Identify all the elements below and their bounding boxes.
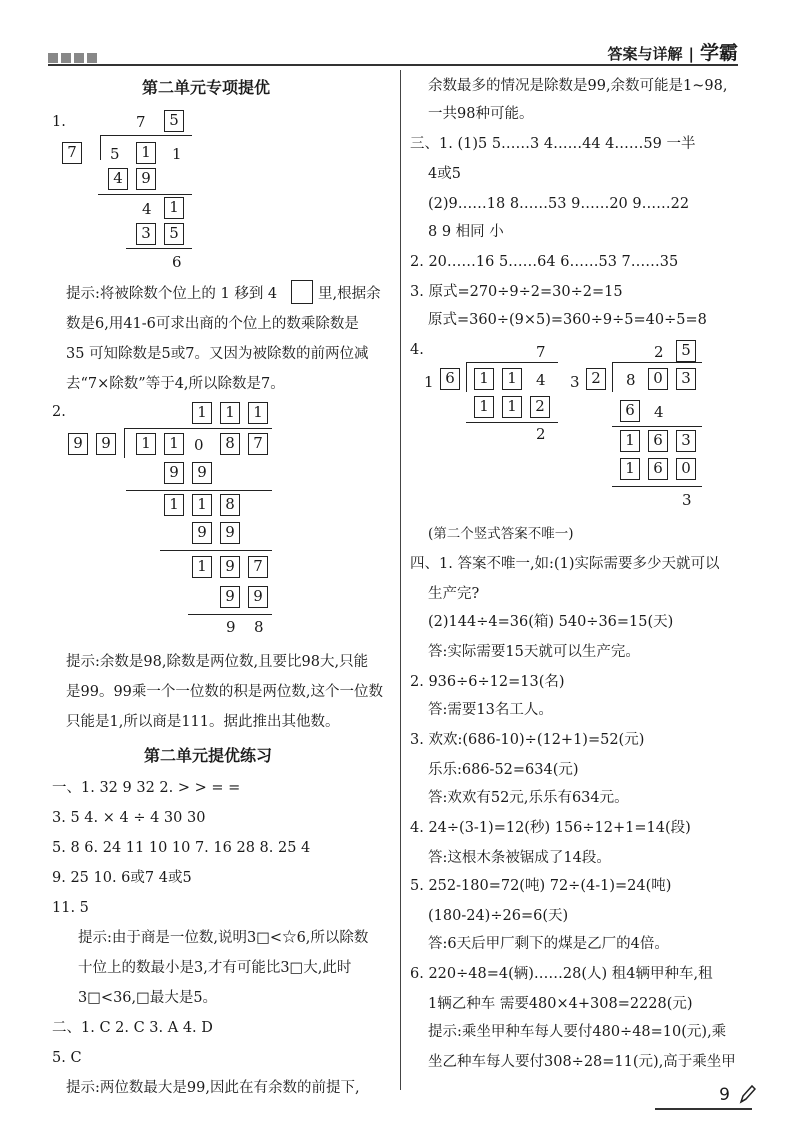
q4b-box: 0 [676,458,696,480]
q1-rule [126,248,192,249]
q1-box: 5 [164,110,184,132]
answer-line: 5. C [52,1050,82,1066]
q2-box: 9 [192,522,212,544]
q4b-box: 6 [620,400,640,422]
hint-blank-box [291,280,313,304]
q4a-digit: 2 [536,425,546,443]
answer-line: 余数最多的情况是除数是99,余数可能是1~98, [428,78,728,94]
page-number: 9 [719,1085,730,1105]
q4a-bracket-top [466,362,558,363]
q1-rule [98,194,192,195]
q2-hint-line: 只能是1,所以商是111。据此推出其他数。 [66,714,340,730]
q1-digit: 4 [142,200,152,218]
q2-box: 9 [248,586,268,608]
footer-rule [655,1108,752,1110]
answer-line: 11. 5 [52,900,89,916]
answer-line: 3. 欢欢:(686-10)÷(12+1)=52(元) [410,732,645,748]
q2-box: 9 [220,522,240,544]
q4b-box: 1 [620,458,640,480]
q2-box: 9 [192,462,212,484]
q2-box: 9 [220,586,240,608]
q2-box: 1 [192,556,212,578]
q1-bracket-side [100,135,101,160]
q2-box: 1 [192,494,212,516]
q2-box: 9 [164,462,184,484]
answer-line: (2)9……18 8……53 9……20 9……22 [428,196,690,212]
answer-line: 4或5 [428,166,461,182]
q1-digit: 6 [172,253,182,271]
q2-box: 1 [192,402,212,424]
q2-number: 2. [52,404,66,420]
q11-hint-line: 3□<36,□最大是5。 [78,990,218,1006]
answer-line: 乐乐:686-52=634(元) [428,762,579,778]
answer-line: 9. 25 10. 6或7 4或5 [52,870,192,886]
q1-hint-line: 去“7×除数”等于4,所以除数是7。 [66,376,285,392]
hint-line: 提示:乘坐甲种车每人要付480÷48=10(元),乘 [428,1024,727,1040]
section-title-2: 第二单元提优练习 [144,746,273,765]
q2-box: 7 [248,556,268,578]
q2-hint-line: 是99。99乘一个一位数的积是两位数,这个一位数 [66,684,384,700]
q2-rule [160,550,272,551]
answer-line: 答:6天后甲厂剩下的煤是乙厂的4倍。 [428,936,669,952]
q4b-box: 6 [648,430,668,452]
q4a-bracket-side [466,362,467,392]
q1-bracket-top [100,135,192,136]
q2-box: 1 [248,402,268,424]
q2-box: 1 [220,402,240,424]
q2-digit: 8 [254,618,264,636]
q4-number: 4. [410,342,424,358]
q1-number: 1. [52,114,66,130]
q1-hint-line: 35 可知除数是5或7。又因为被除数的前两位减 [66,346,369,362]
page-header [0,22,800,62]
q4b-box: 2 [586,368,606,390]
q4a-digit: 1 [424,373,434,391]
q1-box: 7 [62,142,82,164]
answer-line: (180-24)÷26=6(天) [428,908,569,924]
q11-hint-line: 十位上的数最小是3,才有可能比3□大,此时 [78,960,352,976]
q4a-digit: 4 [536,371,546,389]
q2-box: 8 [220,433,240,455]
q1-digit: 5 [110,145,120,163]
q4b-bracket-top [612,362,702,363]
q4b-box: 1 [620,430,640,452]
q2-box: 7 [248,433,268,455]
q1-hint-line: 提示:将被除数个位上的 1 移到 4 [66,286,278,302]
q4b-bracket-side [612,362,613,392]
q1-box: 1 [136,142,156,164]
q1-box: 9 [136,168,156,190]
answer-line: 2. 936÷6÷12=13(名) [410,674,565,690]
header-title: 答案与详解 [607,45,683,63]
answer-line: 5. 8 6. 24 11 10 10 7. 16 28 8. 25 4 [52,840,311,856]
answer-line: 答:这根木条被锯成了14段。 [428,850,611,866]
answer-line: 1辆乙种车 需要480×4+308=2228(元) [428,996,693,1012]
q4b-rule [612,486,702,487]
q4a-box: 1 [474,368,494,390]
q2-box: 9 [68,433,88,455]
q2-bracket-top [124,428,272,429]
q2-digit: 9 [226,618,236,636]
q1-box: 1 [164,197,184,219]
q2-box: 1 [136,433,156,455]
q4b-rule [612,426,702,427]
q2-hint-line: 提示:余数是98,除数是两位数,且要比98大,只能 [66,654,369,670]
q2-box: 1 [164,494,184,516]
q2-rule [188,614,272,615]
q4b-box: 3 [676,430,696,452]
answer-line: 答:需要13名工人。 [428,702,553,718]
q1-box: 3 [136,223,156,245]
q2-box: 9 [96,433,116,455]
answer-line: 3. 原式=270÷9÷2=30÷2=15 [410,284,623,300]
q1-hint-line: 里,根据余 [318,286,381,302]
q4b-digit: 2 [654,343,664,361]
header-right: 答案与详解 | 学霸 [607,42,738,64]
q4a-box: 1 [502,368,522,390]
q4a-box: 6 [440,368,460,390]
q1-hint-line: 数是6,用41-6可求出商的个位上的数乘除数是 [66,316,359,332]
header-brand: 学霸 [699,42,738,64]
q4b-box: 5 [676,340,696,362]
answer-line: 一共98种可能。 [428,106,534,122]
q4b-box: 0 [648,368,668,390]
answer-line: 一、1. 32 9 32 2. > > = = [52,780,241,796]
answer-line: 三、1. (1)5 5……3 4……44 4……59 一半 [410,136,696,152]
section-title-1: 第二单元专项提优 [142,78,271,97]
pencil-icon [738,1083,756,1105]
answer-line: (2)144÷4=36(箱) 540÷36=15(天) [428,614,674,630]
q4a-box: 2 [530,396,550,418]
q4a-rule [466,422,558,423]
hint-line: 提示:两位数最大是99,因此在有余数的前提下, [66,1080,360,1096]
answer-line: 5. 252-180=72(吨) 72÷(4-1)=24(吨) [410,878,672,894]
q2-box: 9 [220,556,240,578]
q4a-digit: 7 [536,343,546,361]
answer-line: 6. 220÷48=4(辆)……28(人) 租4辆甲种车,租 [410,966,713,982]
q2-box: 8 [220,494,240,516]
q4b-box: 6 [648,458,668,480]
q4b-digit: 4 [654,403,664,421]
answer-line: 四、1. 答案不唯一,如:(1)实际需要多少天就可以 [410,556,720,572]
q4a-box: 1 [474,396,494,418]
q1-digit: 1 [172,145,182,163]
answer-line: 答:实际需要15天就可以生产完。 [428,644,640,660]
answer-line: 2. 20……16 5……64 6……53 7……35 [410,254,679,270]
q2-rule [126,490,272,491]
q2-bracket-side [124,428,125,458]
header-rule [48,64,738,66]
q1-digit: 7 [136,113,146,131]
answer-line: 生产完? [428,586,480,602]
answer-line: 二、1. C 2. C 3. A 4. D [52,1020,213,1036]
q4b-digit: 3 [570,373,580,391]
answer-line: 3. 5 4. × 4 ÷ 4 30 30 [52,810,206,826]
q4a-box: 1 [502,396,522,418]
hint-line: 坐乙种车每人要付308÷28=11(元),高于乘坐甲 [428,1054,736,1070]
q4b-digit: 3 [682,491,692,509]
q1-box: 5 [164,223,184,245]
q4b-box: 3 [676,368,696,390]
answer-line: 8 9 相同 小 [428,224,504,240]
q4-note: (第二个竖式答案不唯一) [428,526,574,542]
q2-digit: 0 [194,436,204,454]
answer-line: 原式=360÷(9×5)=360÷9÷5=40÷5=8 [428,312,707,328]
q11-hint-line: 提示:由于商是一位数,说明3□<☆6,所以除数 [78,930,369,946]
q2-box: 1 [164,433,184,455]
q1-box: 4 [108,168,128,190]
q4b-digit: 8 [626,371,636,389]
answer-line: 答:欢欢有52元,乐乐有634元。 [428,790,629,806]
answer-line: 4. 24÷(3-1)=12(秒) 156÷12+1=14(段) [410,820,691,836]
column-divider [400,70,401,1090]
